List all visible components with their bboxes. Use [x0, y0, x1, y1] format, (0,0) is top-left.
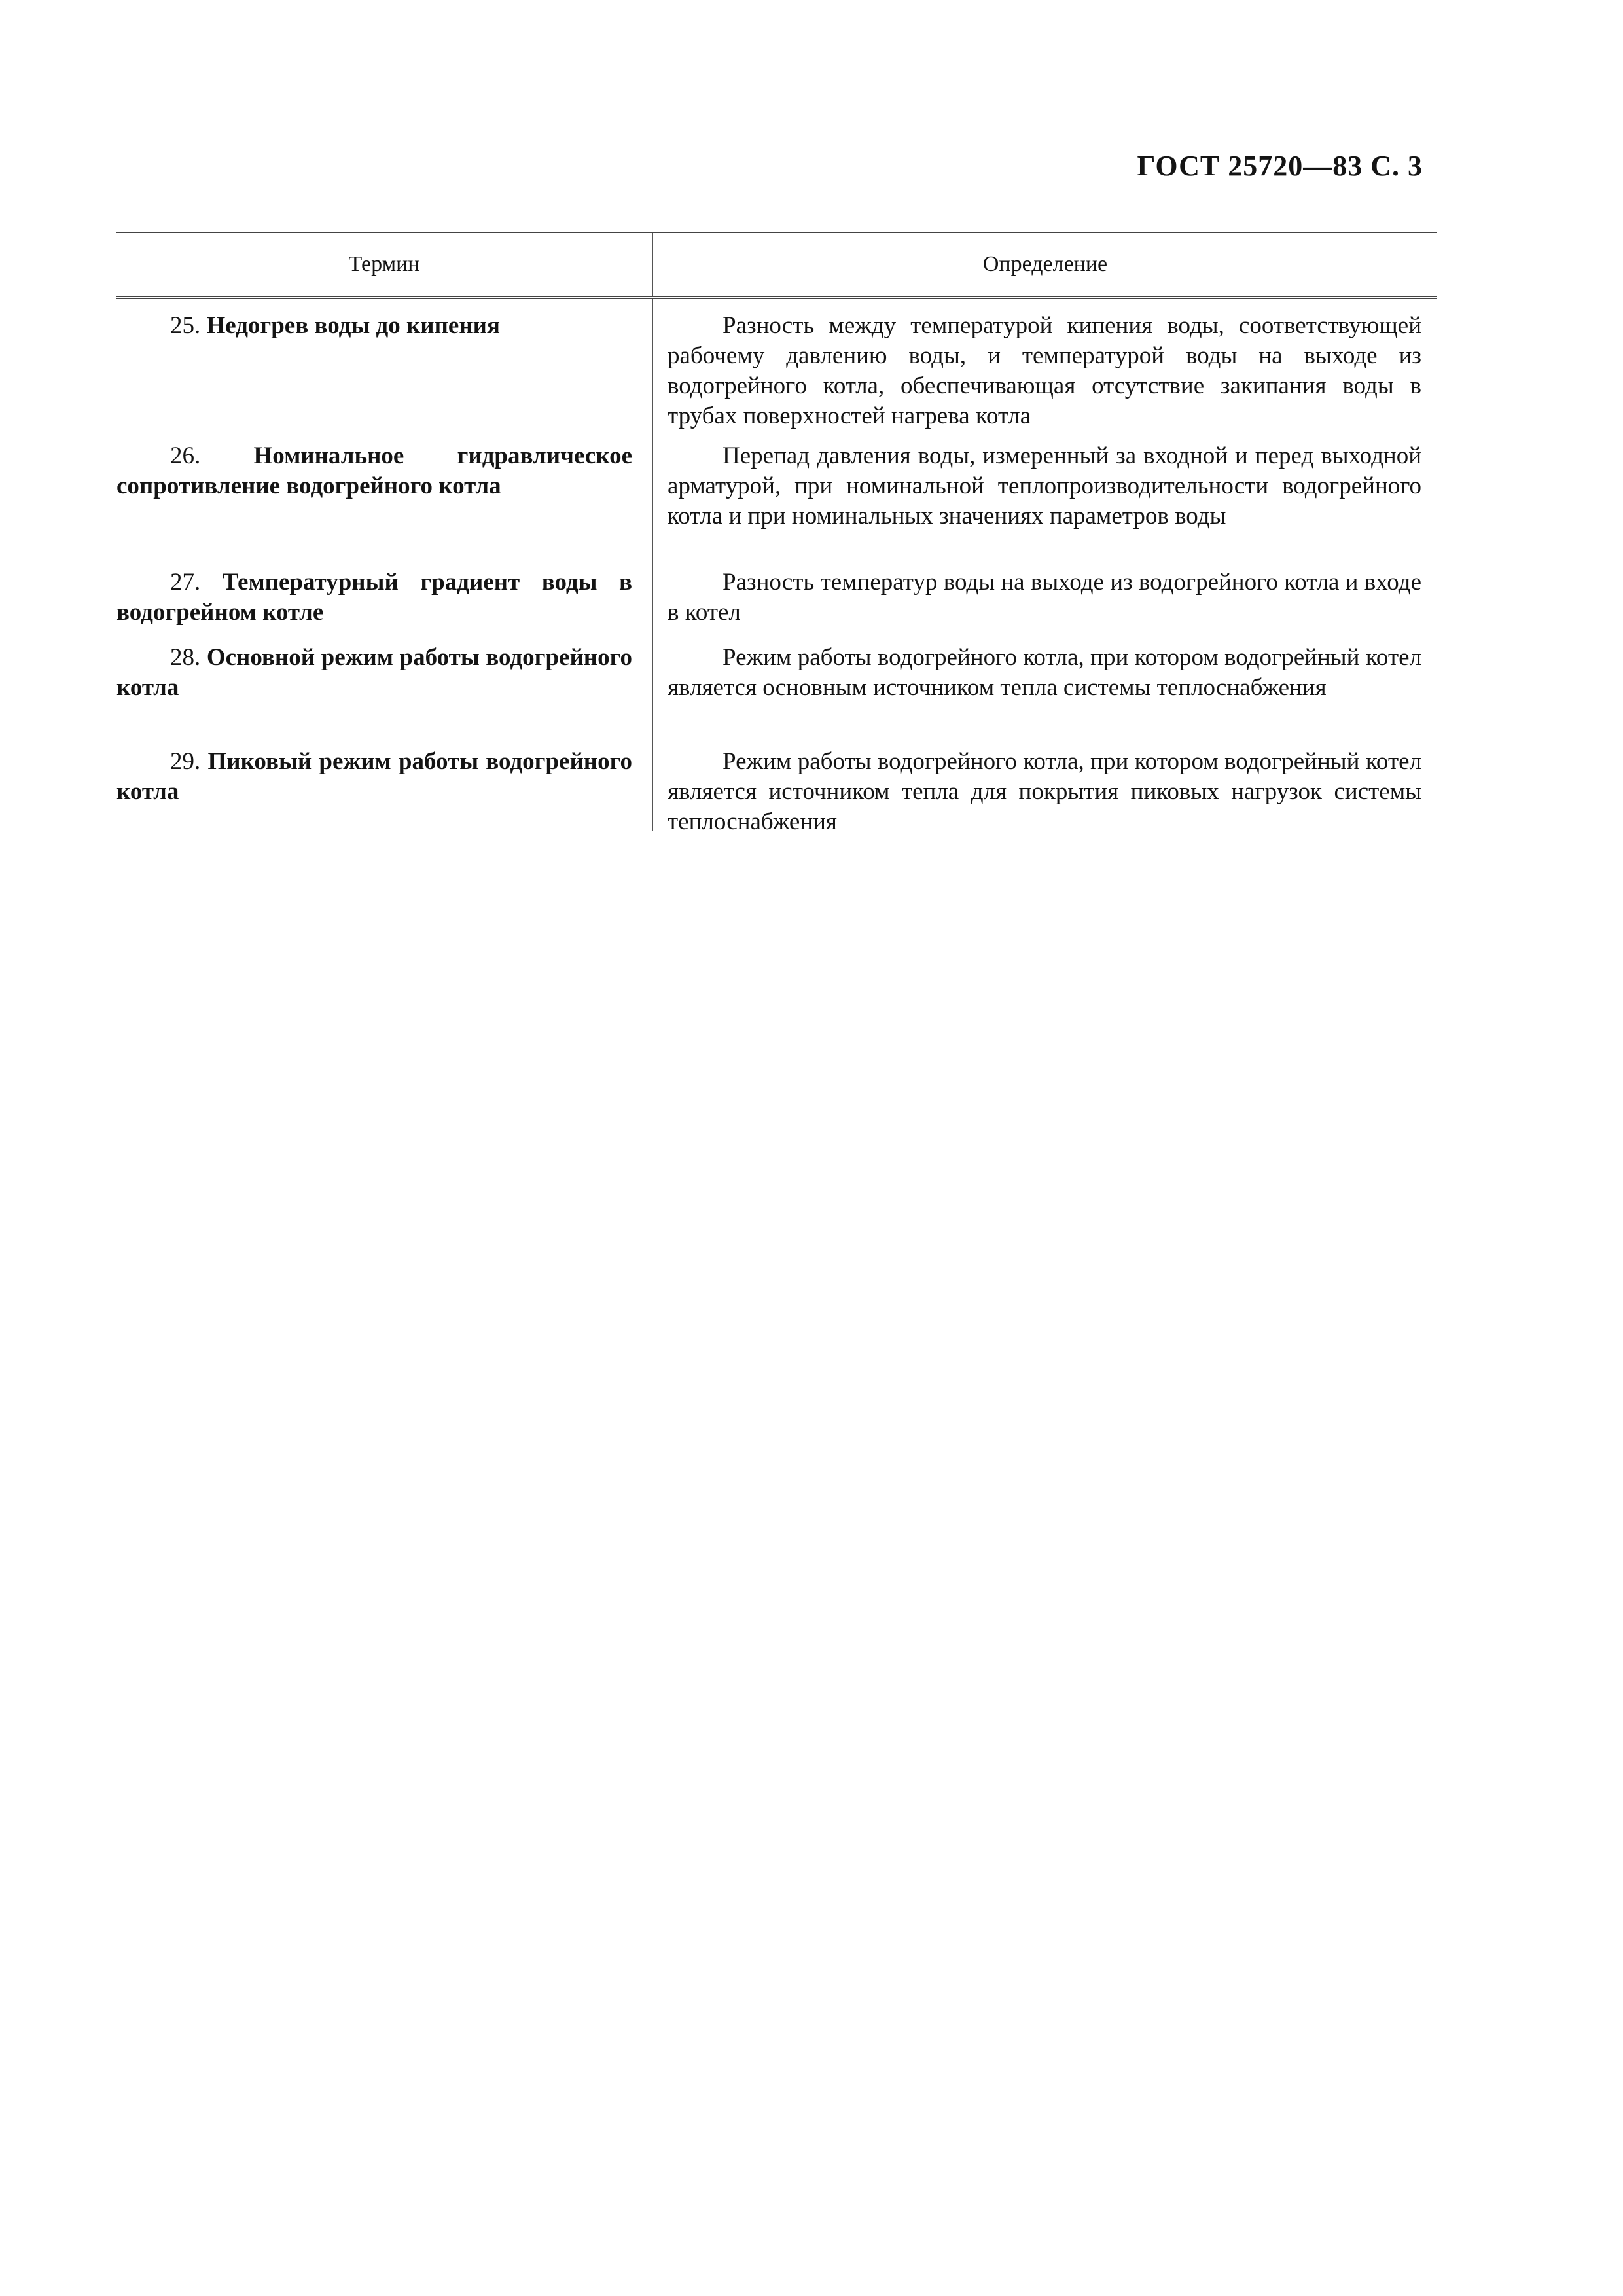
term-text: Номинальное гидравлическое сопротивление водогрейного котла — [116, 442, 632, 499]
page-header-standard-ref: ГОСТ 25720—83 С. 3 — [1137, 150, 1423, 182]
term-text: Температурный градиент воды в водогрейном котле — [116, 569, 632, 626]
table-row — [116, 735, 1437, 835]
table-header-row — [116, 233, 1437, 299]
definition-cell: Режим работы водогрейного котла, при котором водогрейный котел является основным источником тепла системы теплоснабжения — [652, 631, 1437, 735]
term-cell — [116, 631, 652, 735]
definition-cell: Перепад давления воды, измеренный за входной и перед выходной арматурой, при номинальной теплопроизводительности водогрейного котла и при номинальных значениях параметров воды — [652, 429, 1437, 556]
column-header-term: Термин — [348, 252, 420, 276]
term-number: 26. — [170, 442, 201, 469]
term-text: Недогрев воды до кипения — [206, 312, 500, 339]
definition-cell: Разность температур воды на выходе из водогрейного котла и входе в котел — [652, 556, 1437, 631]
term-cell — [116, 429, 652, 556]
table-row — [116, 556, 1437, 631]
definition-cell: Разность между температурой кипения воды, соответствующей рабочему давлению воды, и температурой воды на выходе из водогрейного котла, обеспечивающая отсутствие закипания воды в трубах поверхностей нагрева котла — [652, 299, 1437, 429]
table-row — [116, 429, 1437, 556]
term-text: Пиковый режим работы водогрейного котла — [116, 748, 632, 805]
table-body — [116, 299, 1437, 835]
term-cell — [116, 556, 652, 631]
table-row — [116, 299, 1437, 429]
term-number: 25. — [170, 312, 201, 339]
terms-table — [116, 232, 1437, 835]
table-row — [116, 631, 1437, 735]
definition-cell: Режим работы водогрейного котла, при котором водогрейный котел является источником тепла для покрытия пиковых нагрузок системы теплоснабжения — [652, 735, 1437, 831]
term-number: 27. — [170, 569, 201, 596]
column-header-definition: Определение — [652, 233, 1437, 296]
term-number: 28. — [170, 644, 201, 671]
term-cell — [116, 735, 652, 831]
term-text: Основной режим работы водогрейного котла — [116, 644, 632, 701]
term-number: 29. — [170, 748, 201, 775]
term-cell — [116, 299, 652, 429]
